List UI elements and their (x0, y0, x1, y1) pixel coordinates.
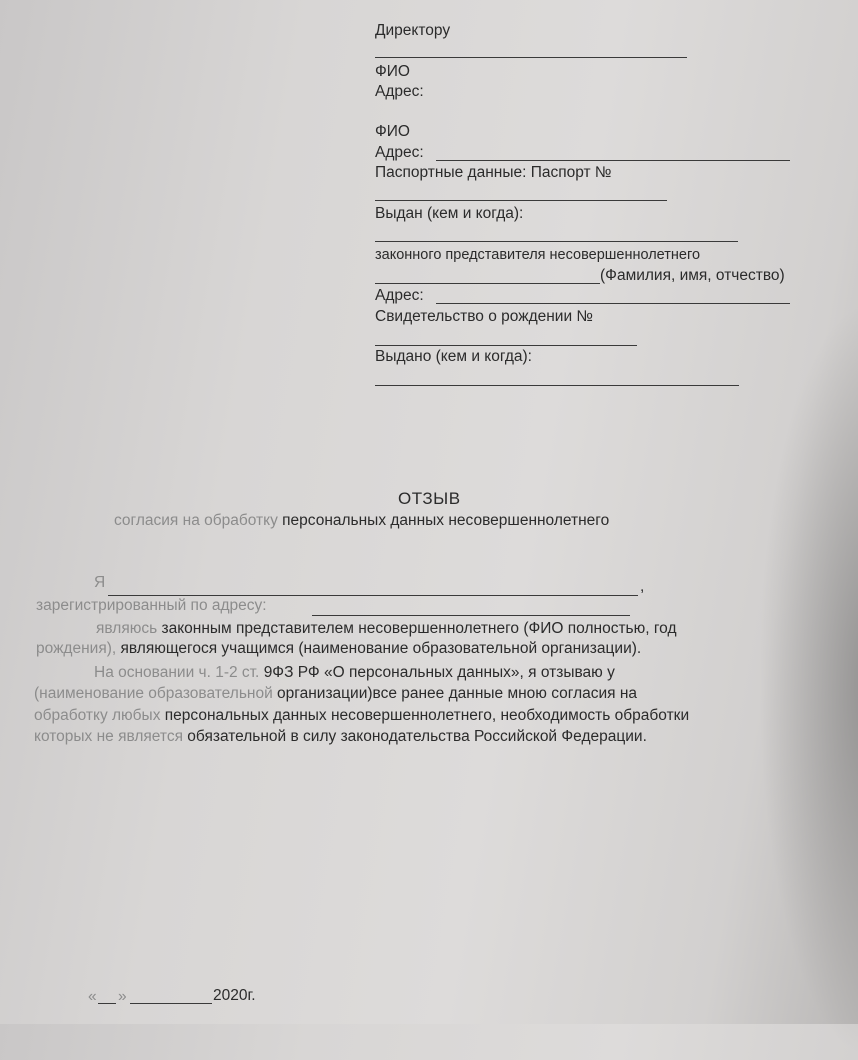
body-line-1-faded: являюсь (96, 620, 158, 637)
address-line-2 (436, 160, 790, 161)
birth-certificate-line (375, 345, 637, 346)
address-label-1: Адрес: (375, 83, 424, 100)
body-line-3-faded: На основании ч. 1-2 ст. (94, 664, 260, 681)
subtitle-rest: персональных данных несовершеннолетнего (282, 512, 610, 529)
address-line-3 (436, 303, 790, 304)
body-line-5-faded: обработку любых (34, 707, 161, 724)
body-line-6 (34, 728, 647, 746)
issued-by-line (375, 241, 738, 242)
registered-address-line (312, 615, 630, 616)
body-line-1-rest: законным представителем несовершеннолетнего (ФИО полностью, год (161, 620, 677, 637)
body-comma: , (640, 578, 645, 595)
body-line-3 (94, 664, 615, 682)
body-i-label: Я (94, 574, 106, 591)
date-day-line (98, 1003, 116, 1004)
date-year: 2020г. (213, 987, 256, 1004)
body-line-5 (34, 707, 689, 725)
registered-label: зарегистрированный по адресу: (36, 597, 267, 614)
body-line-3-rest: 9ФЗ РФ «О персональных данных», я отзываю у (263, 664, 615, 681)
issued-by-line-2 (375, 385, 739, 386)
to-director-label: Директору (375, 22, 451, 39)
date-month-line (130, 1003, 212, 1004)
representative-label: законного представителя несовершеннолетнего (375, 247, 701, 263)
body-line-1 (96, 620, 677, 638)
name-line (108, 595, 638, 596)
document-title: ОТЗЫВ (398, 489, 461, 508)
body-line-5-rest: персональных данных несовершеннолетнего, необходимость обработки (164, 707, 690, 724)
passport-label: Паспортные данные: Паспорт № (375, 164, 612, 181)
address-label-3: Адрес: (375, 287, 424, 304)
body-line-6-rest: обязательной в силу законодательства Российской Федерации. (187, 728, 647, 745)
address-label-2: Адрес: (375, 144, 424, 161)
body-line-4 (34, 685, 637, 703)
body-line-4-rest: организации)все ранее данные мною согласия на (277, 685, 638, 702)
director-line (375, 57, 687, 58)
birth-certificate-label: Свидетельство о рождении № (375, 308, 594, 325)
fio-label-2: ФИО (375, 123, 410, 140)
body-line-2-rest: являющегося учащимся (наименование образовательной организации). (120, 640, 642, 657)
full-name-hint: (Фамилия, имя, отчество) (600, 267, 785, 284)
body-line-2 (36, 640, 641, 658)
page-shadow (758, 300, 858, 1060)
body-line-2-faded: рождения), (36, 640, 117, 657)
full-name-line (375, 283, 600, 284)
body-line-6-faded: которых не является (34, 728, 183, 745)
fio-label-1: ФИО (375, 63, 410, 80)
date-open-quote: « (88, 988, 97, 1005)
issued-by-label-2: Выдано (кем и когда): (375, 348, 532, 365)
subtitle-faded: согласия на обработку (114, 512, 278, 529)
issued-by-label: Выдан (кем и когда): (375, 205, 524, 222)
date-close-quote: » (118, 988, 127, 1005)
passport-line (375, 200, 667, 201)
document-subtitle (114, 512, 609, 530)
body-line-4-faded: (наименование образовательной (34, 685, 273, 702)
